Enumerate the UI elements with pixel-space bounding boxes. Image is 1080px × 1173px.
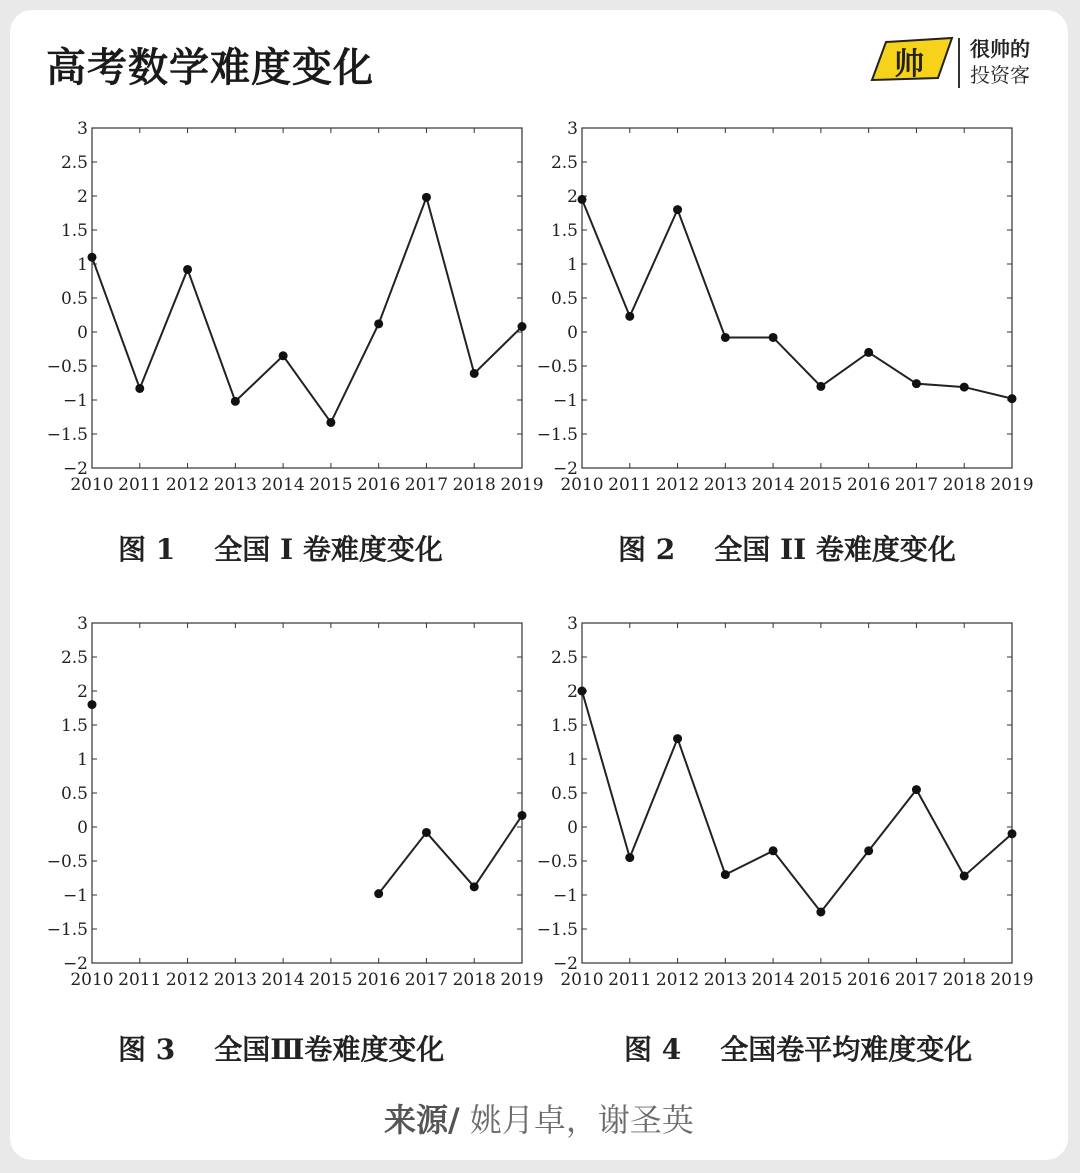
plot-frame — [92, 128, 522, 468]
data-point — [578, 195, 587, 204]
plot-frame — [582, 128, 1012, 468]
x-tick-label: 2016 — [357, 475, 401, 495]
data-point — [1008, 394, 1017, 403]
data-point — [183, 265, 192, 274]
data-point — [912, 785, 921, 794]
y-tick-label: −0.5 — [46, 852, 88, 872]
y-tick-label: 2.5 — [550, 648, 578, 668]
y-tick-label: 0.5 — [60, 289, 88, 309]
x-tick-label: 2012 — [655, 970, 700, 990]
y-tick-label: −2 — [62, 954, 88, 974]
data-point — [1008, 829, 1017, 838]
y-tick-label: 2.5 — [60, 648, 88, 668]
y-tick-label: −1.5 — [46, 425, 88, 445]
x-tick-label: 2019 — [990, 475, 1034, 495]
y-tick-label: −2 — [552, 954, 578, 974]
series-line — [582, 691, 1012, 912]
data-point — [673, 734, 682, 743]
y-tick-label: 2 — [77, 682, 88, 702]
logo-mark-icon — [864, 32, 954, 92]
y-tick-label: −2 — [62, 459, 88, 479]
y-tick-label: 0.5 — [550, 289, 578, 309]
x-tick-label: 2018 — [452, 475, 496, 495]
x-tick-label: 2014 — [751, 970, 795, 990]
data-point — [721, 333, 730, 342]
caption-2: 图 2 全国 II 卷难度变化 — [618, 533, 956, 566]
chart-2 — [522, 110, 1034, 495]
y-tick-label: −1.5 — [46, 920, 88, 940]
card — [10, 10, 1068, 1160]
data-point — [816, 908, 825, 917]
y-tick-label: 3 — [567, 119, 578, 139]
y-tick-label: 2.5 — [550, 153, 578, 173]
data-point — [88, 700, 97, 709]
data-point — [769, 846, 778, 855]
x-tick-label: 2017 — [404, 970, 449, 990]
data-point — [279, 351, 288, 360]
data-point — [864, 846, 873, 855]
y-tick-label: 2 — [77, 187, 88, 207]
y-tick-label: −1 — [62, 391, 88, 411]
logo-line1: 很帅的 — [970, 37, 1030, 61]
chart-svg — [32, 110, 544, 495]
x-tick-label: 2012 — [165, 970, 210, 990]
x-tick-label: 2016 — [357, 970, 401, 990]
data-point — [88, 253, 97, 262]
series-line — [92, 197, 522, 422]
x-tick-label: 2016 — [847, 475, 891, 495]
data-point — [769, 333, 778, 342]
chart-svg — [522, 605, 1034, 990]
x-tick-label: 2019 — [500, 475, 544, 495]
y-tick-label: 2 — [567, 187, 578, 207]
data-point — [960, 383, 969, 392]
y-tick-label: 0 — [77, 323, 88, 343]
logo-text — [970, 36, 1030, 88]
x-tick-label: 2013 — [703, 970, 747, 990]
y-tick-label: −0.5 — [536, 852, 578, 872]
x-tick-label: 2014 — [261, 475, 305, 495]
y-tick-label: 0 — [567, 818, 578, 838]
data-point — [231, 397, 240, 406]
x-tick-label: 2011 — [608, 475, 652, 495]
y-tick-label: −2 — [552, 459, 578, 479]
x-tick-label: 2013 — [703, 475, 747, 495]
y-tick-label: 1 — [567, 750, 578, 770]
logo-divider — [958, 38, 960, 88]
data-point — [135, 384, 144, 393]
x-tick-label: 2011 — [118, 475, 162, 495]
data-point — [721, 870, 730, 879]
source-label: 来源/ — [384, 1101, 460, 1139]
x-tick-label: 2013 — [213, 475, 257, 495]
x-tick-label: 2019 — [990, 970, 1034, 990]
logo — [864, 32, 1054, 92]
x-tick-label: 2011 — [608, 970, 652, 990]
y-tick-label: 1 — [77, 750, 88, 770]
chart-1 — [32, 110, 544, 495]
y-tick-label: −1.5 — [536, 920, 578, 940]
data-point — [470, 369, 479, 378]
data-point — [912, 379, 921, 388]
data-point — [422, 193, 431, 202]
x-tick-label: 2013 — [213, 970, 257, 990]
x-tick-label: 2019 — [500, 970, 544, 990]
y-tick-label: −0.5 — [536, 357, 578, 377]
data-point — [864, 348, 873, 357]
x-tick-label: 2014 — [261, 970, 305, 990]
y-tick-label: 0 — [567, 323, 578, 343]
y-tick-label: 3 — [567, 614, 578, 634]
y-tick-label: 2.5 — [60, 153, 88, 173]
y-tick-label: 1 — [77, 255, 88, 275]
x-tick-label: 2010 — [560, 475, 604, 495]
y-tick-label: 1.5 — [60, 221, 88, 241]
y-tick-label: −1 — [62, 886, 88, 906]
y-tick-label: 1.5 — [550, 221, 578, 241]
data-point — [470, 882, 479, 891]
y-tick-label: 3 — [77, 119, 88, 139]
chart-svg — [522, 110, 1034, 495]
x-tick-label: 2018 — [942, 970, 986, 990]
x-tick-label: 2010 — [70, 970, 114, 990]
chart-3 — [32, 605, 544, 990]
series-line — [379, 815, 522, 893]
data-point — [374, 319, 383, 328]
y-tick-label: 2 — [567, 682, 578, 702]
x-tick-label: 2010 — [560, 970, 604, 990]
y-tick-label: −1.5 — [536, 425, 578, 445]
x-tick-label: 2012 — [655, 475, 700, 495]
logo-line2: 投资客 — [970, 63, 1030, 87]
y-tick-label: 0.5 — [550, 784, 578, 804]
y-tick-label: 1.5 — [60, 716, 88, 736]
y-tick-label: 3 — [77, 614, 88, 634]
source-line — [10, 1095, 1068, 1141]
y-tick-label: 0 — [77, 818, 88, 838]
data-point — [625, 312, 634, 321]
data-point — [374, 889, 383, 898]
x-tick-label: 2012 — [165, 475, 210, 495]
source-authors: 姚月卓，谢圣英 — [469, 1101, 694, 1139]
chart-4 — [522, 605, 1034, 990]
x-tick-label: 2010 — [70, 475, 114, 495]
plot-frame — [92, 623, 522, 963]
logo-mark-text: 帅 — [894, 47, 924, 82]
x-tick-label: 2018 — [942, 475, 986, 495]
plot-frame — [582, 623, 1012, 963]
x-tick-label: 2011 — [118, 970, 162, 990]
y-tick-label: −1 — [552, 886, 578, 906]
x-tick-label: 2017 — [404, 475, 449, 495]
x-tick-label: 2015 — [799, 475, 843, 495]
data-point — [422, 828, 431, 837]
data-point — [326, 418, 335, 427]
x-tick-label: 2014 — [751, 475, 795, 495]
data-point — [578, 687, 587, 696]
page-title: 高考数学难度变化 — [46, 45, 374, 91]
data-point — [625, 853, 634, 862]
y-tick-label: 1.5 — [550, 716, 578, 736]
caption-1: 图 1 全国 I 卷难度变化 — [118, 533, 443, 566]
x-tick-label: 2015 — [799, 970, 843, 990]
x-tick-label: 2018 — [452, 970, 496, 990]
series-line — [582, 199, 1012, 398]
x-tick-label: 2015 — [309, 970, 353, 990]
y-tick-label: −0.5 — [46, 357, 88, 377]
data-point — [673, 205, 682, 214]
x-tick-label: 2015 — [309, 475, 353, 495]
y-tick-label: 1 — [567, 255, 578, 275]
data-point — [816, 382, 825, 391]
data-point — [960, 871, 969, 880]
y-tick-label: −1 — [552, 391, 578, 411]
caption-3: 图 3 全国Ⅲ卷难度变化 — [118, 1033, 445, 1066]
x-tick-label: 2017 — [894, 970, 939, 990]
y-tick-label: 0.5 — [60, 784, 88, 804]
caption-4: 图 4 全国卷平均难度变化 — [624, 1033, 973, 1066]
chart-svg — [32, 605, 544, 990]
x-tick-label: 2017 — [894, 475, 939, 495]
x-tick-label: 2016 — [847, 970, 891, 990]
